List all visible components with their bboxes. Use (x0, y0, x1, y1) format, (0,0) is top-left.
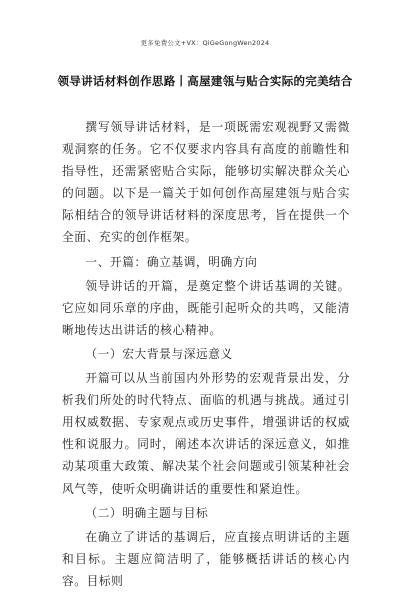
subsection-heading: （二）明确主题与目标 (85, 505, 209, 520)
intro-paragraph: 撰写领导讲话材料，是一项既需宏观视野又需微观洞察的任务。它不仅要求内容具有高度的前瞻性和指导性，还需紧密贴合实际，能够切实解决群众关心的问题。以下是一篇关于如何创作高屋建瓴与贴合实际相结合的领导讲话材料的深度思考，旨在提供一个全面、充实的创作框架。 (62, 120, 350, 245)
section-heading: 一、开篇：确立基调，明确方向 (85, 254, 258, 269)
subsection-heading: （一）宏大背景与深远意义 (85, 346, 233, 361)
body-paragraph: 领导讲话的开篇，是奠定整个讲话基调的关键。它应如同乐章的序曲，既能引起听众的共鸣，又能清晰地传达出讲话的核心精神。 (62, 278, 350, 337)
document-body (62, 116, 350, 594)
header-note: 更多免费公文+VX：QiGeGongWen2024 (140, 39, 270, 47)
body-paragraph: 开篇可以从当前国内外形势的宏观背景出发，分析我们所处的时代特点、面临的机遇与挑战。通过引用权威数据、专家观点或历史事件，增强讲话的权威性和说服力。同时，阐述本次讲话的深远意义，如推动某项重大政策、解决某个社会问题或引领某种社会风气等，使听众明确讲话的重要性和紧迫性。 (62, 371, 350, 496)
body-paragraph: 在确立了讲话的基调后，应直接点明讲话的主题和目标。主题应简洁明了，能够概括讲话的核心内容。目标则 (62, 529, 350, 588)
document-title: 领导讲话材料创作思路丨高屋建瓴与贴合实际的完美结合 (57, 74, 353, 88)
